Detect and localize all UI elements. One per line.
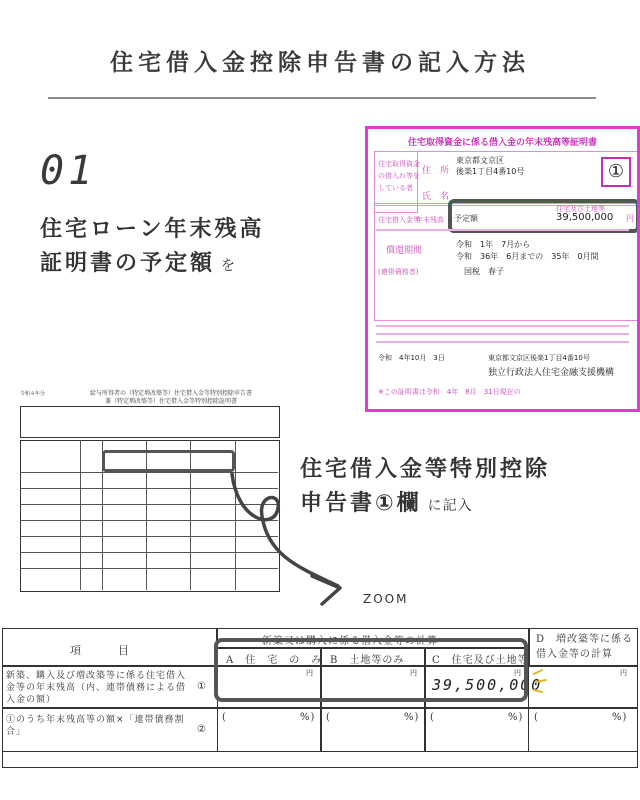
pct-b: %)	[404, 712, 420, 723]
unit-c: 円	[514, 669, 522, 677]
balance-type: 予定額	[454, 214, 478, 223]
step-heading-line1: 住宅ローン年末残高	[40, 217, 265, 242]
row1-highlight	[102, 450, 235, 472]
balance-label: 年末残高	[416, 216, 444, 224]
zoom-row2-label: ①のうち年末残高等の額×「連帯債務割合」	[6, 715, 185, 737]
unit-a: 円	[306, 669, 314, 677]
form-upper-block	[20, 406, 280, 438]
guarantor-label: (連帯債務者)	[378, 268, 419, 276]
step-heading-line2	[40, 246, 236, 277]
zoom-col-c: C 住宅及び土地等	[432, 655, 529, 666]
pct-c: %)	[508, 712, 524, 723]
form-title-line1: 給与所得者の（特定増改築等）住宅借入金等特別控除申告書	[89, 390, 252, 397]
zoom-balance-value: 39,500,000	[432, 676, 543, 694]
sparkle-icon	[530, 666, 554, 696]
step-heading-text: 証明書の予定額	[40, 251, 216, 276]
certificate-footer: ※この証明書は令和 4年 8月 31日現在の	[378, 388, 521, 396]
issuer-address: 東京都文京区後楽1丁目4番10号	[488, 354, 590, 362]
instruction-text: 申告書①欄	[300, 491, 422, 516]
step-number: 01	[40, 148, 97, 194]
column-label: 住宅及び土地等	[556, 205, 605, 213]
instruction-line1: 住宅借入金等特別控除	[300, 457, 551, 482]
form-year: 令和４年分	[20, 391, 46, 397]
name-label: 氏 名	[422, 192, 450, 202]
period-to: 令和 36年 6月までの 35年 0月間	[456, 252, 599, 261]
issuer-name: 独立行政法人住宅金融支援機構	[488, 368, 615, 378]
title-underline	[48, 97, 596, 99]
zoom-col-d: D 増改築等に係る借入金等の計算	[536, 634, 634, 660]
zoom-col-b: B 土地等のみ	[330, 655, 405, 666]
guarantor-name: 国税 春子	[464, 267, 504, 276]
loan-balance-certificate: 住宅取得資金に係る借入金の年末残高等証明書 住宅取得資金 の借入れ等を している者 住 所 東京都文京区 後楽1丁目4番10号 ① 氏 名 住宅及び土地等 住宅借入金等 年末残高 予定額 39,500,000 円 償還期間 令和 1年 7月から 令和 36年 6月までの 35年 0月間 (連帯債務者) 国税 春子 令和 4年10月 3日 東京都文京区後楽1丁目4番10号 独立行政法人住宅金融支援機構 ※この証明書は令和 4年 8月 31日現在の	[365, 126, 640, 412]
page-title: 住宅借入金控除申告書の記入方法	[110, 50, 530, 76]
balance-unit: 円	[626, 214, 634, 223]
period-from: 令和 1年 7月から	[456, 240, 531, 249]
zoom-row1-mark: ①	[197, 681, 207, 692]
zoom-group-header: 新築又は購入に係る借入金等の計算	[262, 636, 438, 647]
zoom-row1-label: 新築、購入及び増改築等に係る住宅借入金等の年末残高（内、連帯債務による借入金の額）	[6, 671, 187, 705]
balance-value: 39,500,000	[556, 212, 614, 223]
address-line2: 後楽1丁目4番10号	[456, 167, 525, 176]
certificate-title: 住宅取得資金に係る借入金の年末残高等証明書	[407, 138, 597, 148]
zoomed-table: 項 目 新築又は購入に係る借入金等の計算 A 住 宅 の み B 土地等のみ C 住宅及び土地等 D 増改築等に係る借入金等の計算 新築、購入及び増改築等に係る住宅借入金等の年末残高（内、連帯債務による借入金の額） ① 円 円 円 円 39,500,000 ①のうち年末残高等の額×「連帯債務割合」 ② ( %) ( %) ( %) ( %)	[0, 628, 640, 768]
instruction-suffix: に記入	[427, 498, 473, 514]
unit-b: 円	[410, 669, 418, 677]
zoom-col-a: A 住 宅 の み	[226, 655, 323, 666]
period-label: 償還期間	[386, 246, 423, 256]
issue-date: 令和 4年10月 3日	[378, 354, 445, 362]
unit-d: 円	[620, 669, 628, 677]
zoom-highlight	[214, 638, 528, 702]
pct-a: %)	[300, 712, 316, 723]
zoom-row2-mark: ②	[197, 724, 207, 735]
address-line1: 東京都文京区	[456, 156, 504, 165]
instruction-line2	[300, 486, 473, 517]
pct-d: %)	[612, 712, 628, 723]
balance-highlight	[448, 199, 640, 233]
step-heading-suffix: を	[221, 258, 237, 274]
zoom-col-item: 項 目	[70, 644, 130, 657]
form-title-line2: 兼（特定増改築等）住宅借入金等特別控除証明書	[104, 398, 237, 405]
marker-circle-1: ①	[601, 157, 631, 187]
address-label: 住 所	[422, 166, 450, 176]
deduction-form-thumbnail	[20, 388, 282, 588]
zoom-label: ZOOM	[363, 592, 409, 606]
